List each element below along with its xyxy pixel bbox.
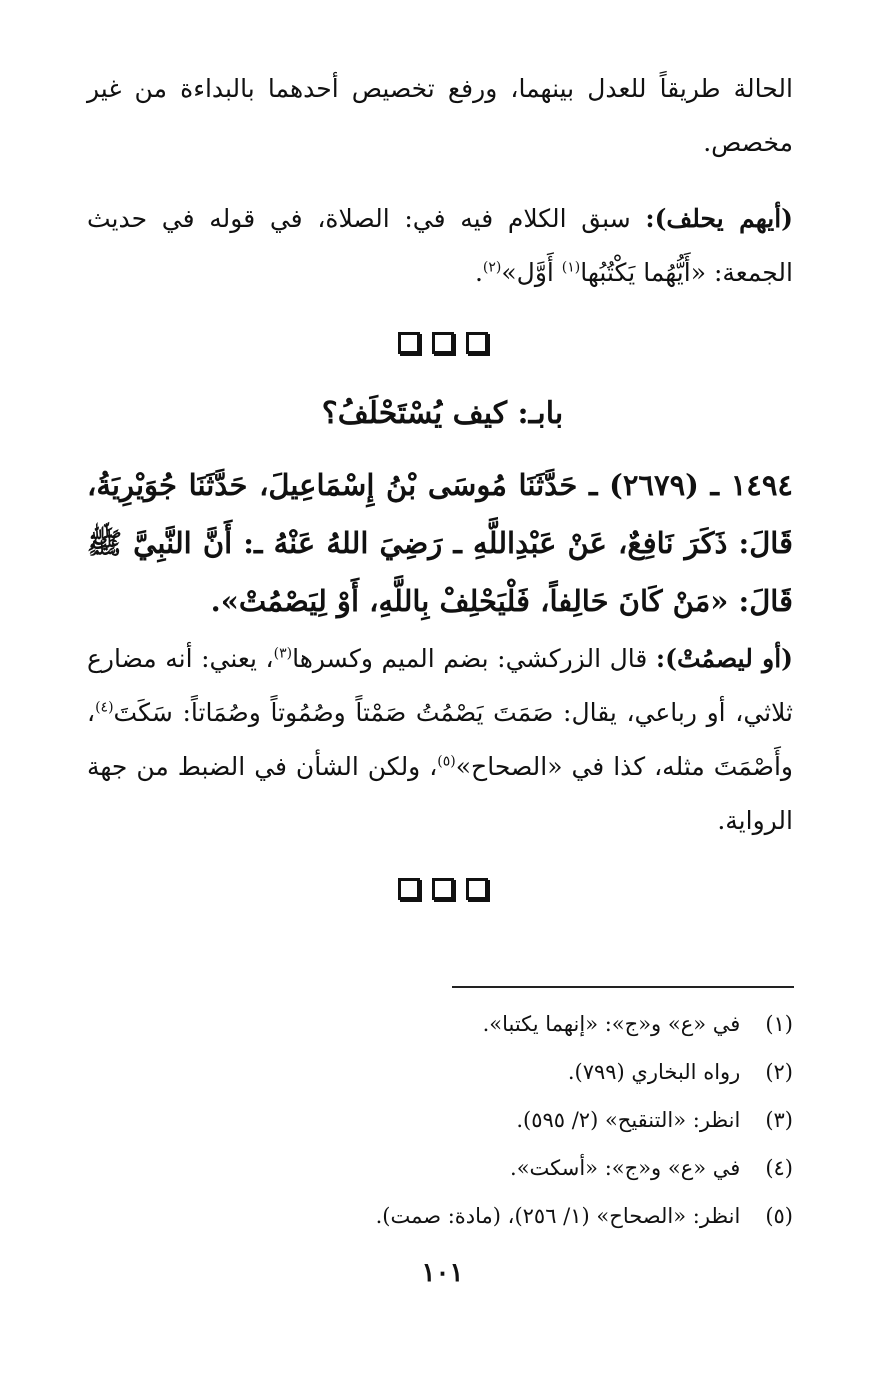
footnote-ref[interactable]: (٢) [482, 259, 502, 276]
paragraph-text: سبق الكلام فيه في: الصلاة، في قوله في حديث الجمعة: «أَيُّهُما يَكْتُبُها [87, 204, 793, 287]
footnote-number: (٤) [765, 1156, 793, 1180]
footnote-ref[interactable]: (٤) [95, 699, 114, 716]
footnote-number: (٥) [765, 1204, 793, 1228]
footnote-number: (٢) [765, 1060, 793, 1084]
paragraph-text: الحالة طريقاً للعدل بينهما، ورفع تخصيص أحدهما بالبداءة من غير مخصص. [87, 74, 793, 157]
footnote-text: انظر: «التنقيح» (٢/ ٥٩٥). [516, 1108, 741, 1132]
divider-box-icon [432, 332, 454, 354]
footnote-item [87, 1000, 793, 1048]
paragraph-continuation [87, 62, 793, 170]
footnote-number: (١) [765, 1012, 793, 1036]
footnote-item [87, 1048, 793, 1096]
footnote-number: (٣) [765, 1108, 793, 1132]
footnotes [87, 1000, 793, 1240]
divider-box-icon [432, 878, 454, 900]
lemma-heading: (أيهم يحلف): [645, 204, 793, 233]
footnote-item [87, 1192, 793, 1240]
footnote-text: انظر: «الصحاح» (١/ ٢٥٦)، (مادة: صمت). [375, 1204, 741, 1228]
paragraph-text: ، يعني: أنه مضارع ثلاثي، أو رباعي، يقال: صَمَتَ يَصْمُتُ صَمْتاً وصُمُوتاً وصُمَاتاً: سَكَتَ [87, 644, 793, 727]
footnote-text: في «ع» و«ج»: «إنهما يكتبا». [482, 1012, 741, 1036]
footnote-ref[interactable]: (٥) [437, 753, 456, 770]
paragraph-text: أَوَّل» [501, 258, 562, 287]
footnote-text: رواه البخاري (٧٩٩). [567, 1060, 741, 1084]
divider-box-icon [398, 878, 420, 900]
section-divider [0, 878, 885, 900]
page-number: ١٠١ [421, 1258, 464, 1288]
divider-box-icon [466, 878, 488, 900]
paragraph-text: ، ولكن الشأن في الضبط من جهة الرواية. [87, 752, 793, 835]
footnote-separator [452, 986, 794, 988]
paragraph-end: . [474, 258, 483, 287]
paragraph-commentary [87, 632, 793, 848]
footnote-text: في «ع» و«ج»: «أسكت». [510, 1156, 741, 1180]
hadith-text [87, 456, 793, 630]
divider-box-icon [398, 332, 420, 354]
footnote-item [87, 1144, 793, 1192]
paragraph-ayyuhum [87, 192, 793, 300]
chapter-title: بابـ: كيف يُسْتَحْلَفُ؟ [321, 396, 564, 431]
paragraph-text: ، وأَصْمَتَ مثله، كذا في «الصحاح» [87, 698, 794, 781]
divider-box-icon [466, 332, 488, 354]
paragraph-text: قال الزركشي: بضم الميم وكسرها [292, 644, 656, 673]
section-divider [0, 332, 885, 354]
footnote-ref[interactable]: (٣) [273, 645, 293, 662]
footnote-ref[interactable]: (١) [561, 259, 581, 276]
hadith-body: ١٤٩٤ ـ (٢٦٧٩) ـ حَدَّثَنَا مُوسَى بْنُ إِسْمَاعِيلَ، حَدَّثَنَا جُوَيْرِيَةُ، قَالَ: ذَكَرَ نَافِعٌ، عَنْ عَبْدِاللَّهِ ـ رَضِيَ اللهُ عَنْهُ ـ: أَنَّ النَّبِيَّ ﷺ قَالَ: «مَنْ كَانَ حَالِفاً، فَلْيَحْلِفْ بِاللَّهِ، أَوْ لِيَصْمُتْ». [87, 468, 793, 618]
footnote-item [87, 1096, 793, 1144]
lemma-heading: (أو ليصمُتْ): [655, 644, 793, 673]
